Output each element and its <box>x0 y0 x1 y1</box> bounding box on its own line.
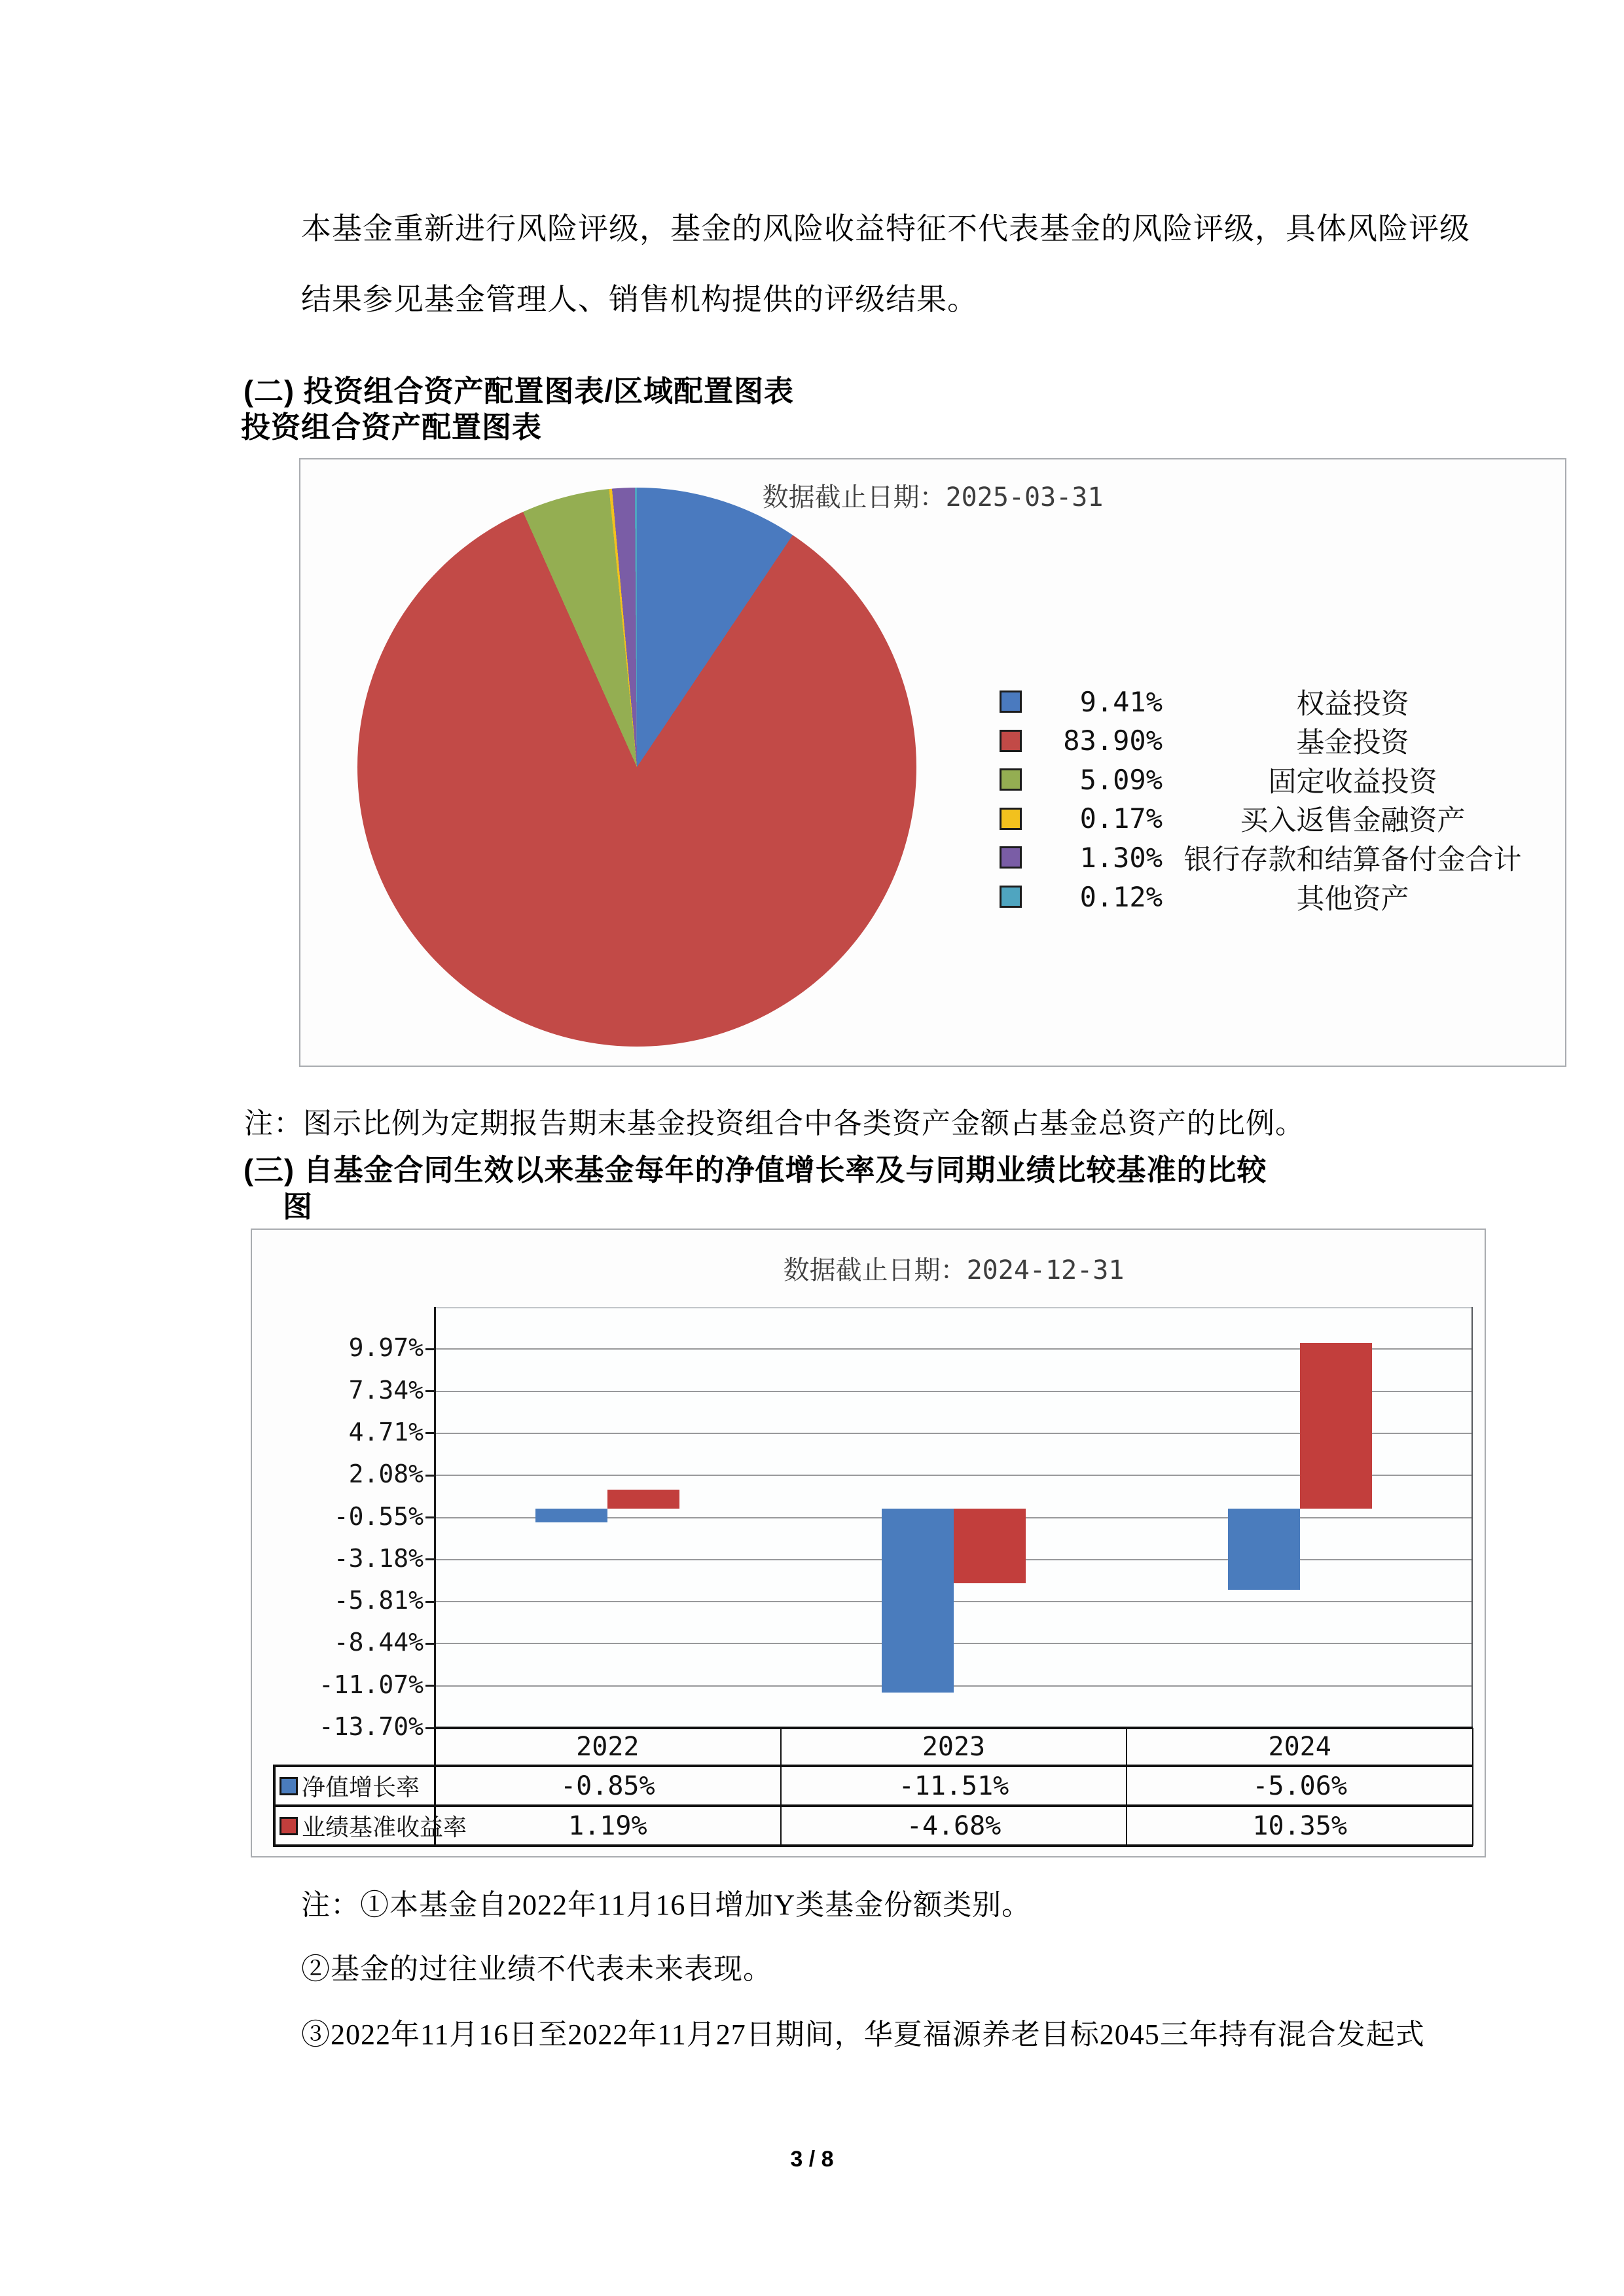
pie-legend-swatch <box>1000 768 1022 791</box>
pie-legend-item <box>1000 763 1543 798</box>
pie-legend-swatch <box>1000 730 1022 752</box>
table-series-swatch <box>280 1777 298 1795</box>
pie-legend-label: 买入返售金融资产 <box>1240 806 1466 837</box>
bar-nav-growth <box>535 1509 607 1522</box>
section-2-subheading: 投资组合资产配置图表 <box>241 410 543 444</box>
plot-top-border <box>435 1307 1473 1308</box>
table-value-cell: -11.51% <box>898 1770 1009 1801</box>
pie-legend-percent: 1.30% <box>1079 841 1163 874</box>
table-series-name: 净值增长率 <box>302 1774 420 1801</box>
bar-benchmark <box>607 1490 679 1509</box>
annual-return-bar-chart <box>251 1229 1486 1857</box>
pie-legend-label: 其他资产 <box>1296 884 1409 915</box>
axis-tick <box>425 1685 435 1687</box>
gridline <box>435 1685 1473 1687</box>
pie-legend-label: 银行存款和结算备付金合计 <box>1183 844 1522 876</box>
intro-paragraph-line-2: 结果参见基金管理人、销售机构提供的评级结果。 <box>301 283 978 316</box>
y-axis-label: -5.81% <box>333 1586 424 1615</box>
bar-nav-growth <box>882 1509 954 1693</box>
pie-legend-item <box>1000 725 1543 759</box>
asset-allocation-pie-chart <box>299 458 1566 1067</box>
pie-legend-percent: 0.17% <box>1079 802 1163 835</box>
table-series-label <box>273 1806 467 1846</box>
y-axis-label: -8.44% <box>333 1628 424 1657</box>
pie-legend-percent: 83.90% <box>1063 725 1163 757</box>
gridline <box>435 1643 1473 1644</box>
axis-tick <box>425 1348 435 1350</box>
y-axis-label: 7.34% <box>348 1375 424 1405</box>
y-axis-label: 9.97% <box>348 1333 424 1363</box>
pie-legend-percent: 0.12% <box>1079 880 1163 913</box>
table-header-year: 2024 <box>1268 1732 1331 1762</box>
intro-paragraph-line-1: 本基金重新进行风险评级，基金的风险收益特征不代表基金的风险评级，具体风险评级 <box>301 212 1470 245</box>
table-series-label <box>273 1766 435 1806</box>
axis-tick <box>425 1390 435 1392</box>
gridline <box>435 1601 1473 1602</box>
y-axis-label: 2.08% <box>348 1460 424 1489</box>
y-axis-label: -11.07% <box>318 1670 424 1699</box>
pie-legend-swatch <box>1000 886 1022 908</box>
pie-legend-item <box>1000 685 1543 720</box>
footnote-3: ③2022年11月16日至2022年11月27日期间，华夏福源养老目标2045三年持有混合发起式 <box>301 2018 1425 2051</box>
page-number: 3 / 8 <box>790 2147 834 2172</box>
pie-legend-label: 权益投资 <box>1296 689 1409 720</box>
table-series-swatch <box>280 1817 298 1835</box>
y-axis-label: -13.70% <box>318 1712 424 1741</box>
bar-chart-data-table <box>252 1728 1487 1846</box>
axis-tick <box>425 1432 435 1434</box>
table-value-cell: -5.06% <box>1252 1770 1347 1801</box>
pie-legend-item <box>1000 841 1543 876</box>
y-axis-label: 4.71% <box>348 1417 424 1446</box>
y-axis-line <box>434 1307 436 1728</box>
table-value-cell: -0.85% <box>560 1770 655 1801</box>
pie-chart-note: 注：图示比例为定期报告期末基金投资组合中各类资产金额占基金总资产的比例。 <box>244 1107 1305 1139</box>
axis-tick <box>425 1516 435 1518</box>
pie-legend-item <box>1000 880 1543 915</box>
section-3-heading-line-1: (三) 自基金合同生效以来基金每年的净值增长率及与同期业绩比较基准的比较 <box>244 1153 1267 1187</box>
table-header-year: 2023 <box>922 1732 986 1762</box>
footnote-1: 注：①本基金自2022年11月16日增加Y类基金份额类别。 <box>301 1889 1032 1921</box>
pie-legend-label: 固定收益投资 <box>1268 766 1437 798</box>
table-value-cell: 1.19% <box>568 1810 647 1841</box>
bar-chart-plot-area <box>318 1307 1473 1741</box>
bar-nav-growth <box>1228 1509 1300 1590</box>
pie-legend-percent: 5.09% <box>1079 763 1163 796</box>
bar-chart-title: 数据截止日期：2024-12-31 <box>783 1255 1125 1285</box>
table-series-name: 业绩基准收益率 <box>302 1814 467 1840</box>
pie-legend-percent: 9.41% <box>1079 685 1163 718</box>
bar-benchmark <box>954 1509 1026 1583</box>
pie-legend-swatch <box>1000 808 1022 830</box>
axis-tick <box>425 1601 435 1603</box>
pie-chart-graphic <box>357 488 916 1047</box>
table-header-year: 2022 <box>576 1732 640 1762</box>
pie-chart-title: 数据截止日期：2025-03-31 <box>762 482 1104 512</box>
pie-legend-swatch <box>1000 691 1022 713</box>
bar-benchmark <box>1300 1343 1372 1509</box>
section-3-heading-line-2: 图 <box>283 1190 314 1223</box>
axis-tick <box>425 1475 435 1477</box>
footnote-2: ②基金的过往业绩不代表未来表现。 <box>301 1953 772 1985</box>
table-value-cell: -4.68% <box>906 1810 1001 1841</box>
axis-tick <box>425 1558 435 1560</box>
section-2-heading: (二) 投资组合资产配置图表/区域配置图表 <box>244 374 794 408</box>
pie-legend-item <box>1000 802 1543 837</box>
pie-legend-label: 基金投资 <box>1296 728 1409 759</box>
plot-right-border <box>1471 1307 1473 1728</box>
table-value-cell: 10.35% <box>1252 1810 1347 1841</box>
y-axis-label: -3.18% <box>333 1543 424 1573</box>
axis-tick <box>425 1643 435 1645</box>
y-axis-label: -0.55% <box>333 1501 424 1531</box>
pie-legend-swatch <box>1000 846 1022 869</box>
